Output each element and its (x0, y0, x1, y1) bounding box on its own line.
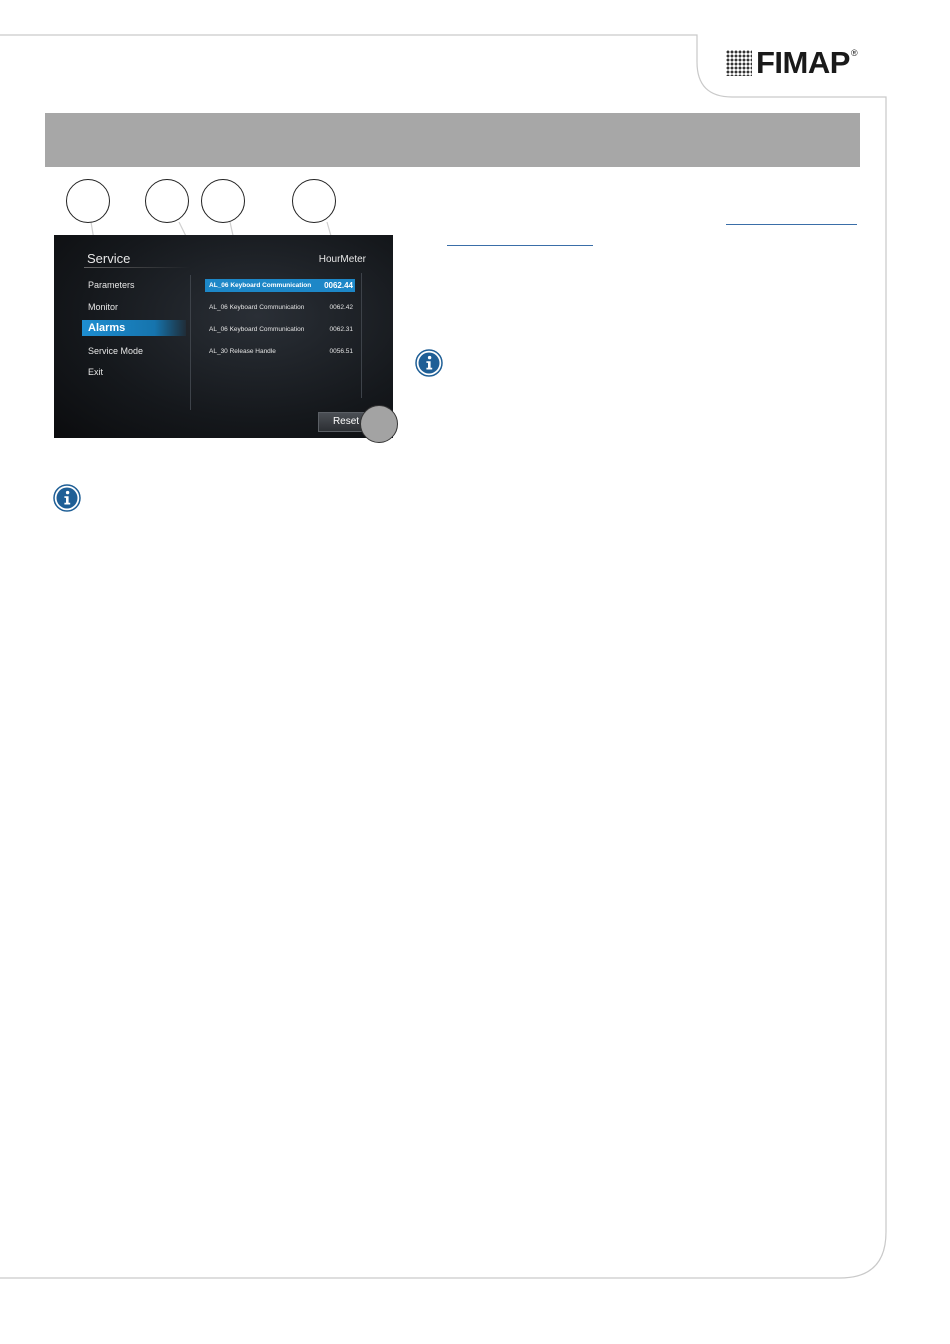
alarm-row[interactable] (205, 345, 355, 358)
alarm-row[interactable] (205, 279, 355, 292)
menu-item-service-mode[interactable]: Service Mode (88, 346, 144, 356)
info-icon (415, 349, 443, 377)
link-underline (447, 245, 593, 246)
link-underline (726, 224, 857, 225)
alarm-name: AL_06 Keyboard Communication (209, 326, 305, 333)
menu-item-monitor[interactable]: Monitor (88, 302, 119, 312)
alarm-hours: 0062.42 (329, 304, 353, 311)
menu-item-exit[interactable]: Exit (88, 367, 104, 377)
registered-mark: ® (850, 48, 858, 58)
reset-button[interactable]: Reset (318, 412, 374, 432)
info-icon (53, 484, 81, 512)
logo-text: FIMAP (756, 45, 850, 80)
callout-5 (360, 405, 398, 443)
alarm-row[interactable] (205, 323, 355, 336)
menu-item-parameters[interactable]: Parameters (88, 280, 135, 290)
service-screen (54, 235, 393, 438)
callout-4 (292, 179, 336, 223)
alarm-hours: 0056.51 (329, 348, 353, 355)
fimap-logo (726, 46, 858, 80)
list-scrollbar-track (361, 273, 362, 398)
alarm-hours: 0062.31 (329, 326, 353, 333)
alarm-row[interactable] (205, 301, 355, 314)
screen-title: Service (87, 251, 131, 266)
hour-meter-label: HourMeter (318, 254, 366, 265)
callout-1 (66, 179, 110, 223)
menu-item-alarms[interactable]: Alarms (82, 320, 186, 336)
alarm-name: AL_06 Keyboard Communication (209, 282, 312, 289)
alarm-name: AL_30 Release Handle (209, 348, 276, 355)
callout-3 (201, 179, 245, 223)
column-divider (190, 275, 191, 410)
callout-2 (145, 179, 189, 223)
section-header-bar (45, 113, 860, 167)
alarm-name: AL_06 Keyboard Communication (209, 304, 305, 311)
logo-dots-icon (726, 50, 752, 76)
title-underline (84, 267, 190, 268)
alarm-hours: 0062.44 (324, 281, 353, 290)
